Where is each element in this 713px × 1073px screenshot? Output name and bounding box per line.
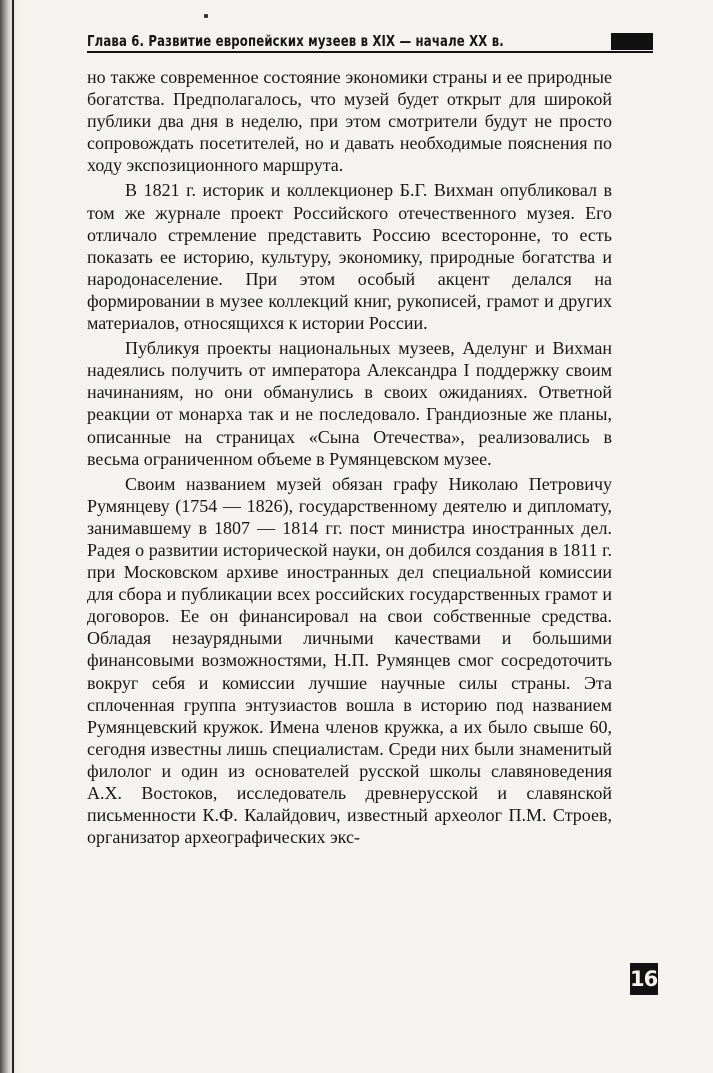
page-number: 161: [630, 963, 658, 995]
body-text: [87, 66, 612, 848]
paragraph-1: но также современное состояние экономики страны и ее природные богатства. Предполагалось, что музей будет открыт для широкой публики два дня в неделю, при этом смотрители будут не просто сопровождать посетителей, но и давать необходимые пояснения по ходу экспозиционного маршрута.: [87, 67, 612, 176]
header-black-block: [611, 33, 653, 50]
running-head: [87, 32, 653, 52]
paragraph-2: В 1821 г. историк и коллекционер Б.Г. Вихман опубликовал в том же журнале проект Российского отечественного музея. Его отличало стремление представить Россию всесторонне, то есть показать ее историю, культуру, экономику, природные богатства и народонаселение. При этом особый акцент делался на формировании в музее коллекций книг, рукописей, грамот и других материалов, относящихся к истории России.: [87, 180, 612, 334]
paragraph-3: Публикуя проекты национальных музеев, Аделунг и Вихман надеялись получить от императора Александра I поддержку своим начинаниям, но они обманулись в своих ожиданиях. Ответной реакции от монарха так и не последовало. Грандиозные же планы, описанные на страницах «Сына Отечества», реализовались в весьма ограниченном объеме в Румянцевском музее.: [87, 338, 612, 469]
spine-edge-line: [12, 0, 14, 1073]
header-rule: [87, 51, 653, 53]
running-title: Глава 6. Развитие европейских музеев в XIX — начале XX в.: [87, 32, 504, 50]
paragraph-4: Своим названием музей обязан графу Николаю Петровичу Румянцеву (1754 — 1826), государственному деятелю и дипломату, занимавшему в 1807 — 1814 гг. пост министра иностранных дел. Радея о развитии исторической науки, он добился создания в 1811 г. при Московском архиве иностранных дел специальной комиссии для сбора и публикации всех российских государственных грамот и договоров. Ее он финансировал на свои собственные средства. Обладая незаурядными личными качествами и большими финансовыми возможностями, Н.П. Румянцев смог сосредоточить вокруг себя и комиссии лучшие научные силы страны. Эта сплоченная группа энтузиастов вошла в историю под названием Румянцевский кружок. Имена членов кружка, а их было свыше 60, сегодня известны лишь специалистам. Среди них были знаменитый филолог и один из основателей русской школы славяноведения А.Х. Востоков, исследователь древнерусской и славянской письменности К.Ф. Калайдович, известный археолог П.М. Строев, организатор археографических экс-: [87, 473, 612, 848]
print-mark: [204, 14, 208, 18]
